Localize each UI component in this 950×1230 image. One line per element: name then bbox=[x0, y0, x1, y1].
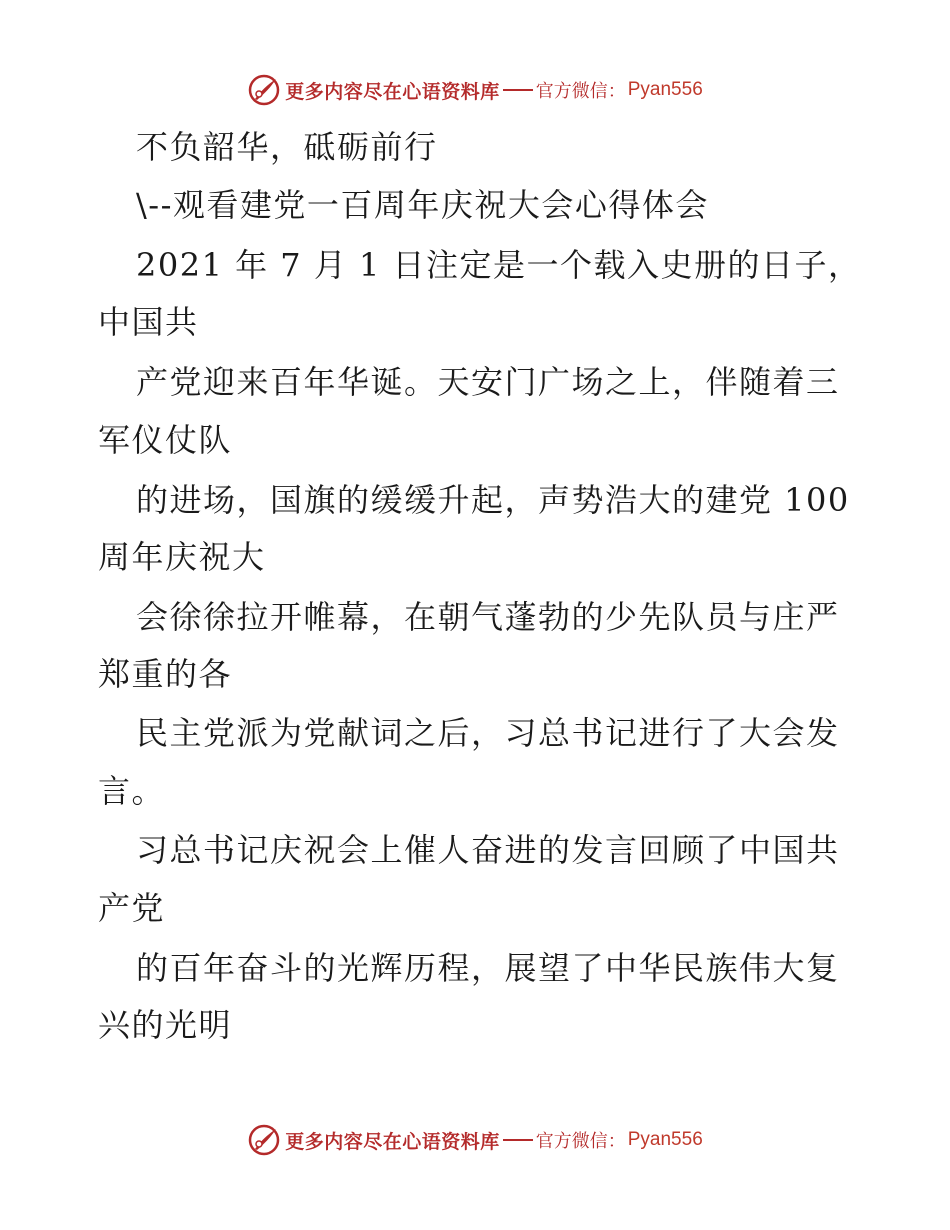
doc-title: 不负韶华，砥砺前行 bbox=[136, 128, 438, 166]
doc-subtitle: \--观看建党一百周年庆祝大会心得体会 bbox=[136, 186, 709, 224]
watermark-wechat-id: Pyan556 bbox=[627, 79, 703, 100]
doc-line: 习总书记庆祝会上催人奋进的发言回顾了中国共 bbox=[136, 831, 840, 869]
quill-logo-icon bbox=[247, 73, 281, 107]
doc-line: 言。 bbox=[98, 772, 166, 810]
doc-line: 兴的光明 bbox=[98, 1006, 233, 1044]
watermark-site-text: 更多内容尽在心语资料库 bbox=[285, 80, 500, 103]
header-watermark bbox=[0, 70, 950, 110]
doc-line: 产党迎来百年华诞。天安门广场之上，伴随着三 bbox=[136, 363, 840, 401]
doc-line: 的进场，国旗的缓缓升起，声势浩大的建党 100 bbox=[136, 481, 850, 519]
quill-logo-icon bbox=[247, 1123, 281, 1157]
doc-line: 军仪仗队 bbox=[98, 421, 233, 459]
watermark-dash bbox=[503, 89, 533, 91]
watermark-wechat-label: 官方微信： bbox=[535, 81, 626, 102]
doc-line: 会徐徐拉开帷幕，在朝气蓬勃的少先队员与庄严 bbox=[136, 598, 840, 636]
doc-line: 产党 bbox=[98, 889, 166, 927]
doc-line: 2021 年 7 月 1 日注定是一个载入史册的日子， bbox=[136, 246, 862, 284]
doc-line: 民主党派为党献词之后，习总书记进行了大会发 bbox=[136, 714, 840, 752]
watermark-dash bbox=[503, 1139, 533, 1141]
doc-line: 的百年奋斗的光辉历程，展望了中华民族伟大复 bbox=[136, 949, 840, 987]
footer-watermark bbox=[0, 1120, 950, 1160]
watermark-wechat-id: Pyan556 bbox=[627, 1129, 703, 1150]
doc-line: 周年庆祝大 bbox=[98, 538, 266, 576]
watermark-wechat-label: 官方微信： bbox=[535, 1131, 626, 1152]
watermark-site-text: 更多内容尽在心语资料库 bbox=[285, 1130, 500, 1153]
doc-line: 中国共 bbox=[98, 303, 199, 341]
doc-line: 郑重的各 bbox=[98, 655, 233, 693]
